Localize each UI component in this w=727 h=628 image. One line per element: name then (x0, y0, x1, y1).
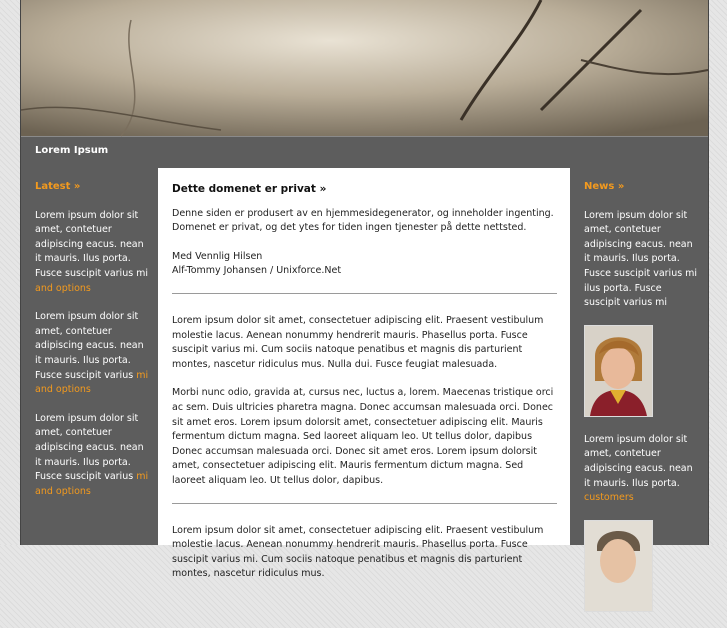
latest-item-text: Lorem ipsum dolor sit amet, contetuer adipiscing eacus. nean it mauris. Ilus porta. Fusce suscipit varius (35, 311, 144, 381)
header-image (21, 0, 708, 137)
latest-item (35, 209, 153, 297)
intro-text: Denne siden er produsert av en hjemmesidegenerator, og inneholder ingenting. Domenet er privat, og det ytes for tiden ingen tjenester på dette nettsted. (172, 207, 554, 234)
news-heading[interactable]: News » (584, 181, 625, 192)
divider (172, 293, 557, 294)
news-item-link[interactable]: customers (584, 492, 634, 504)
signature-block (172, 250, 557, 279)
news-item-text: Lorem ipsum dolor sit amet, contetuer adipiscing eacus. nean it mauris. Ilus porta. (584, 433, 693, 489)
right-sidebar (584, 180, 699, 628)
paragraph: Lorem ipsum dolor sit amet, consectetuer adipiscing elit. Praesent vestibulum molestie lacus. Aenean nonummy hendrerit mauris. Phasellus porta. Fusce suscipit varius mi. Cum sociis natoque penatibus et magnis dis parturient montes, nascetur ridiculus mus. Nulla dui. Fusce feugiat malesuada. (172, 314, 544, 370)
page (20, 0, 709, 580)
latest-item-text: Lorem ipsum dolor sit amet, contetuer adipiscing eacus. nean it mauris. Ilus porta. Fusce suscipit varius mi (35, 209, 149, 279)
latest-item-text: Lorem ipsum dolor sit amet, contetuer adipiscing eacus. nean it mauris. Ilus porta. Fusce suscipit varius (35, 412, 144, 483)
main-content (158, 168, 570, 580)
news-item (584, 433, 699, 506)
latest-item-link[interactable]: and options (35, 282, 91, 294)
latest-item (35, 412, 153, 500)
greeting: Med Vennlig Hilsen (172, 250, 263, 262)
news-photo (584, 325, 653, 417)
latest-item (35, 310, 153, 398)
paragraph: Morbi nunc odio, gravida at, cursus nec, luctus a, lorem. Maecenas tristique orci ac sem. Duis ultricies pharetra magna. Donec accumsan malesuada orci. Donec sit amet eros. Lorem ipsum dolorsit amet, consectetuer adipiscing elit. Mauris fermentum dictum magna. Sed laoreet aliquam leo. Ut tellus dolor, dapibus Donec accumsan malesuada orci. Donec sit amet eros. Lorem ipsum dolorsit amet, consectetuer adipiscing elit. Mauris fermentum dictum magna. Sed laoreet aliquam leo. Ut tellus dolor, dapibus. (172, 387, 554, 486)
signature: Alf-Tommy Johansen / Unixforce.Net (172, 265, 342, 277)
paragraph: Lorem ipsum dolor sit amet, consectetuer adipiscing elit. Praesent vestibulum molestie lacus. Aenean nonummy hendrerit mauris. Phasellus porta. Fusce suscipit varius mi. Cum sociis natoque penatibus et magnis dis parturient montes, nascetur ridiculus mus. (172, 524, 544, 580)
news-item: Lorem ipsum dolor sit amet, contetuer adipiscing eacus. nean it mauris. Ilus porta. Fusce suscipit varius mi ilus porta. Fusce suscipit varius mi (584, 209, 698, 309)
news-photo (584, 520, 653, 612)
latest-item-link[interactable]: mi and options (35, 471, 149, 497)
latest-heading[interactable]: Latest » (35, 181, 81, 192)
latest-item-link[interactable]: mi and options (35, 369, 149, 396)
divider (172, 503, 557, 504)
left-sidebar (35, 180, 153, 513)
nav-home-link[interactable]: Lorem Ipsum (35, 145, 109, 156)
top-nav (21, 137, 708, 167)
page-title: Dette domenet er privat » (172, 183, 327, 195)
